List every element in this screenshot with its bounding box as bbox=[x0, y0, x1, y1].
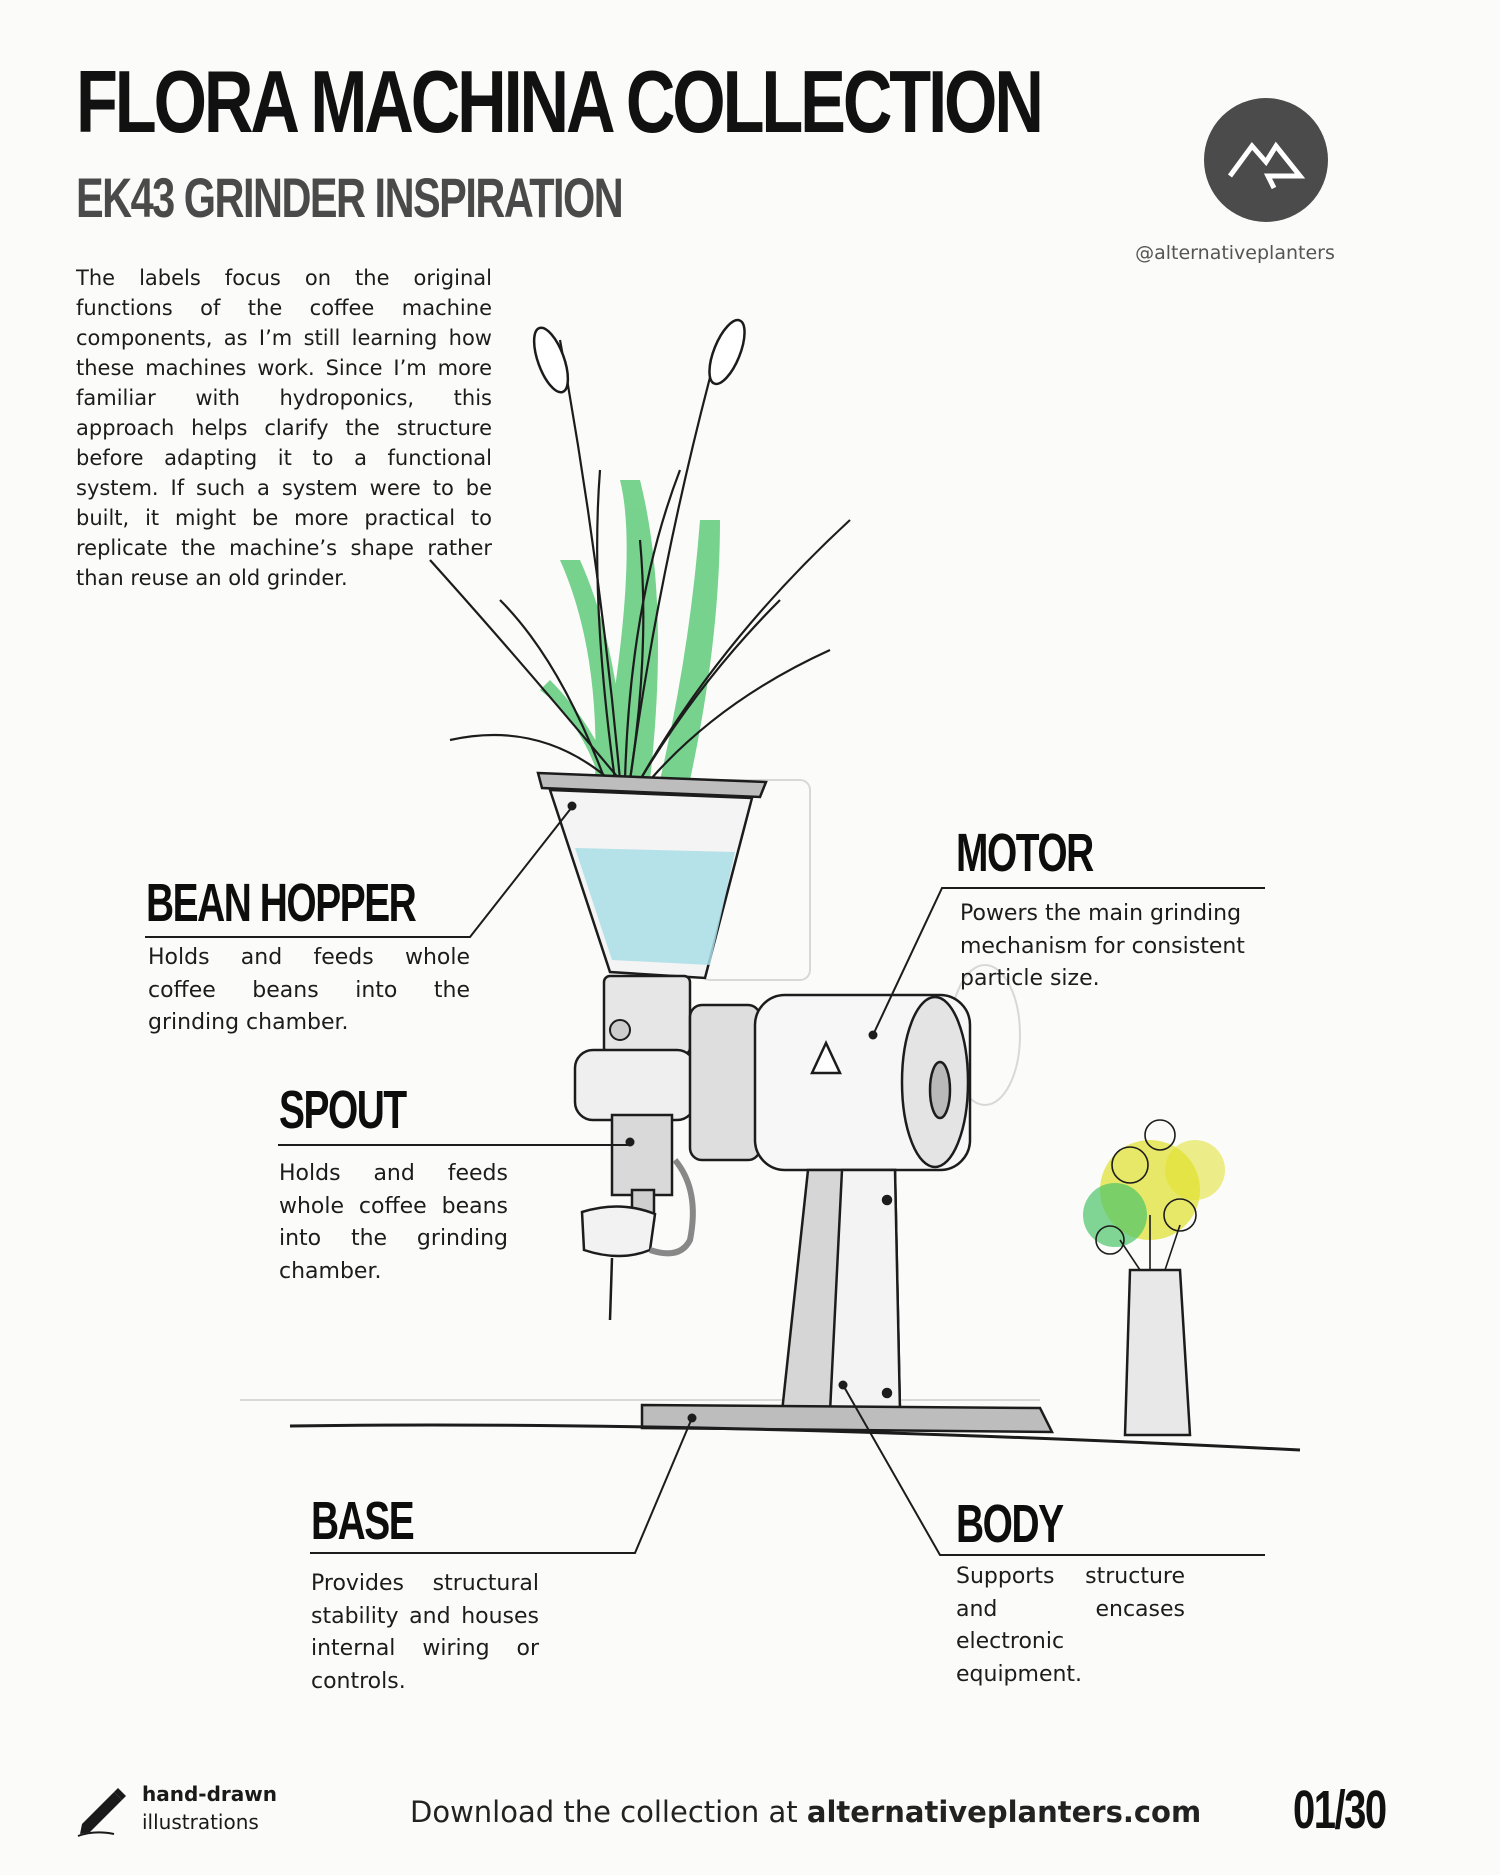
download-cta bbox=[410, 1795, 1202, 1829]
badge-line-2: illustrations bbox=[142, 1810, 259, 1834]
seed-head-right bbox=[702, 316, 752, 389]
label-motor-text: Powers the main grinding mechanism for consistent particle size. bbox=[960, 901, 1245, 991]
page-number: 01/30 bbox=[1293, 1780, 1386, 1840]
page-subtitle: EK43 GRINDER INSPIRATION bbox=[76, 166, 623, 229]
leader-spout bbox=[278, 1142, 630, 1145]
flower-vase-drawing bbox=[1083, 1120, 1225, 1435]
pen-icon bbox=[74, 1780, 132, 1838]
plant-leaves-wash bbox=[540, 480, 720, 780]
label-base-text: Provides structural stability and houses internal wiring or controls. bbox=[311, 1571, 539, 1694]
download-prefix: Download the collection at bbox=[410, 1795, 798, 1829]
burr-housing-drawing bbox=[575, 1050, 695, 1320]
page-title: FLORA MACHINA COLLECTION bbox=[76, 52, 1041, 151]
body-column-drawing bbox=[782, 1170, 900, 1412]
label-body-title: BODY bbox=[956, 1494, 1063, 1554]
label-spout-title: SPOUT bbox=[279, 1080, 406, 1140]
badge-line-1: hand-drawn bbox=[142, 1782, 277, 1806]
label-body-text: Supports structure and encases electronic equipment. bbox=[956, 1564, 1185, 1687]
seed-head-left bbox=[527, 324, 575, 397]
label-spout-text: Holds and feeds whole coffee beans into the grinding chamber. bbox=[279, 1161, 508, 1284]
label-base-title: BASE bbox=[311, 1491, 414, 1551]
mountain-outline-icon bbox=[1204, 98, 1328, 222]
label-bean-hopper-text: Holds and feeds whole coffee beans into the grinding chamber. bbox=[148, 945, 470, 1035]
download-link[interactable]: alternativeplanters.com bbox=[806, 1795, 1202, 1829]
intro-paragraph: The labels focus on the original functions of the coffee machine components, as I’m still learning how these machines work. Since I’m more familiar with hydroponics, this approach helps clarify the structure before adapting it to a functional system. If such a system were to be built, it might be more practical to replicate the machine’s shape rather than reuse an old grinder. bbox=[76, 266, 492, 590]
label-bean-hopper-title: BEAN HOPPER bbox=[146, 873, 416, 933]
label-motor-title: MOTOR bbox=[956, 823, 1093, 883]
motor-drawing bbox=[690, 995, 970, 1170]
brand-handle[interactable]: @alternativeplanters bbox=[1135, 242, 1335, 264]
brand-logo[interactable] bbox=[1204, 98, 1328, 222]
